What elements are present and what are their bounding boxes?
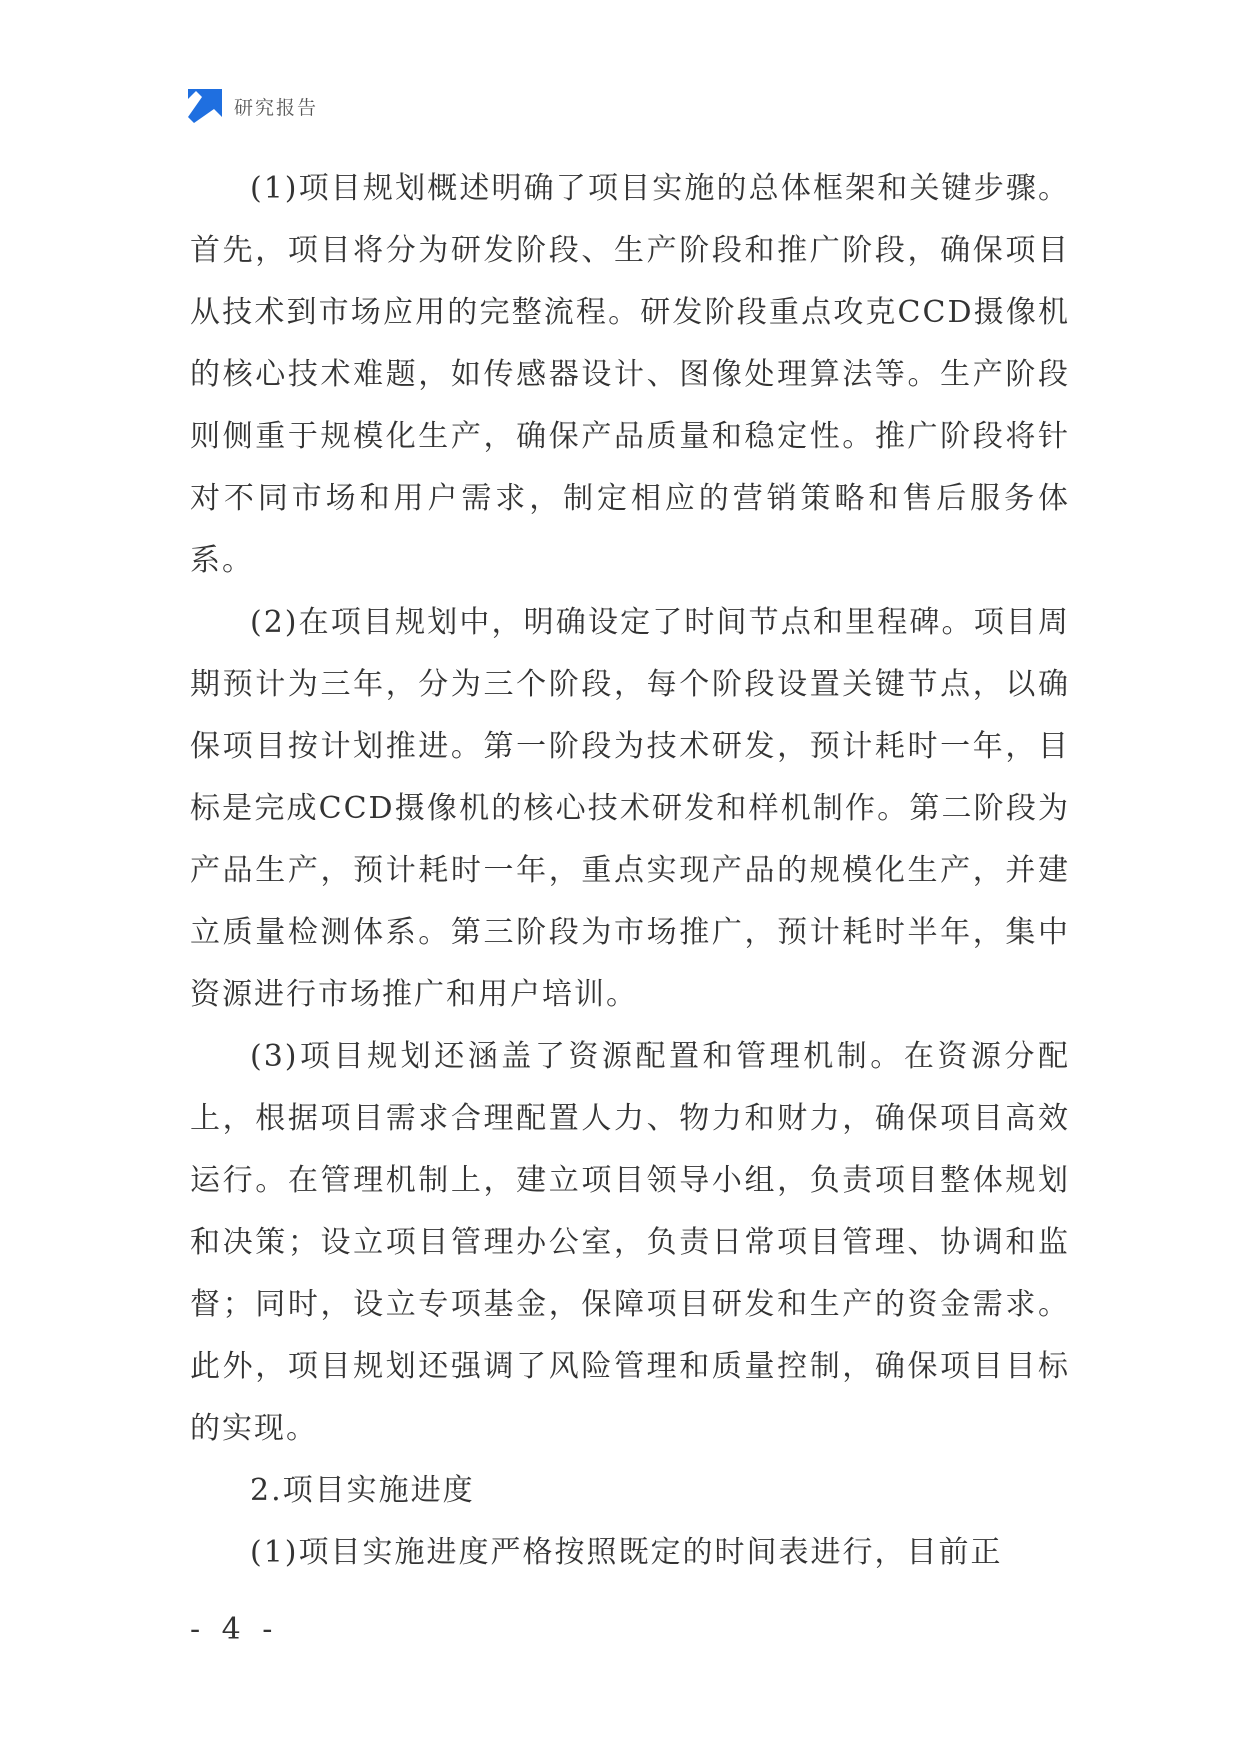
header-title: 研究报告 <box>234 96 319 119</box>
paragraph-3: (3)项目规划还涵盖了资源配置和管理机制。在资源分配上，根据项目需求合理配置人力、物力和财力，确保项目高效运行。在管理机制上，建立项目领导小组，负责项目整体规划和决策；设立项目管理办公室，负责日常项目管理、协调和监督；同时，设立专项基金，保障项目研发和生产的资金需求。此外，项目规划还强调了风险管理和质量控制，确保项目目标的实现。 <box>190 1039 1070 1446</box>
page-number: - 4 - <box>190 1612 279 1647</box>
document-body <box>190 158 1070 1584</box>
paragraph-1: (1)项目规划概述明确了项目实施的总体框架和关键步骤。首先，项目将分为研发阶段、生产阶段和推广阶段，确保项目从技术到市场应用的完整流程。研发阶段重点攻克CCD摄像机的核心技术难题，如传感器设计、图像处理算法等。生产阶段则侧重于规模化生产，确保产品质量和稳定性。推广阶段将针对不同市场和用户需求，制定相应的营销策略和售后服务体系。 <box>190 171 1070 578</box>
paragraph-2: (2)在项目规划中，明确设定了时间节点和里程碑。项目周期预计为三年，分为三个阶段，每个阶段设置关键节点，以确保项目按计划推进。第一阶段为技术研发，预计耗时一年，目标是完成CCD摄像机的核心技术研发和样机制作。第二阶段为产品生产，预计耗时一年，重点实现产品的规模化生产，并建立质量检测体系。第三阶段为市场推广，预计耗时半年，集中资源进行市场推广和用户培训。 <box>190 605 1070 1012</box>
page-header <box>188 88 318 124</box>
arrow-up-right-logo-icon <box>188 89 222 123</box>
paragraph-4: (1)项目实施进度严格按照既定的时间表进行，目前正 <box>250 1535 1003 1570</box>
section-heading: 2.项目实施进度 <box>250 1473 475 1508</box>
